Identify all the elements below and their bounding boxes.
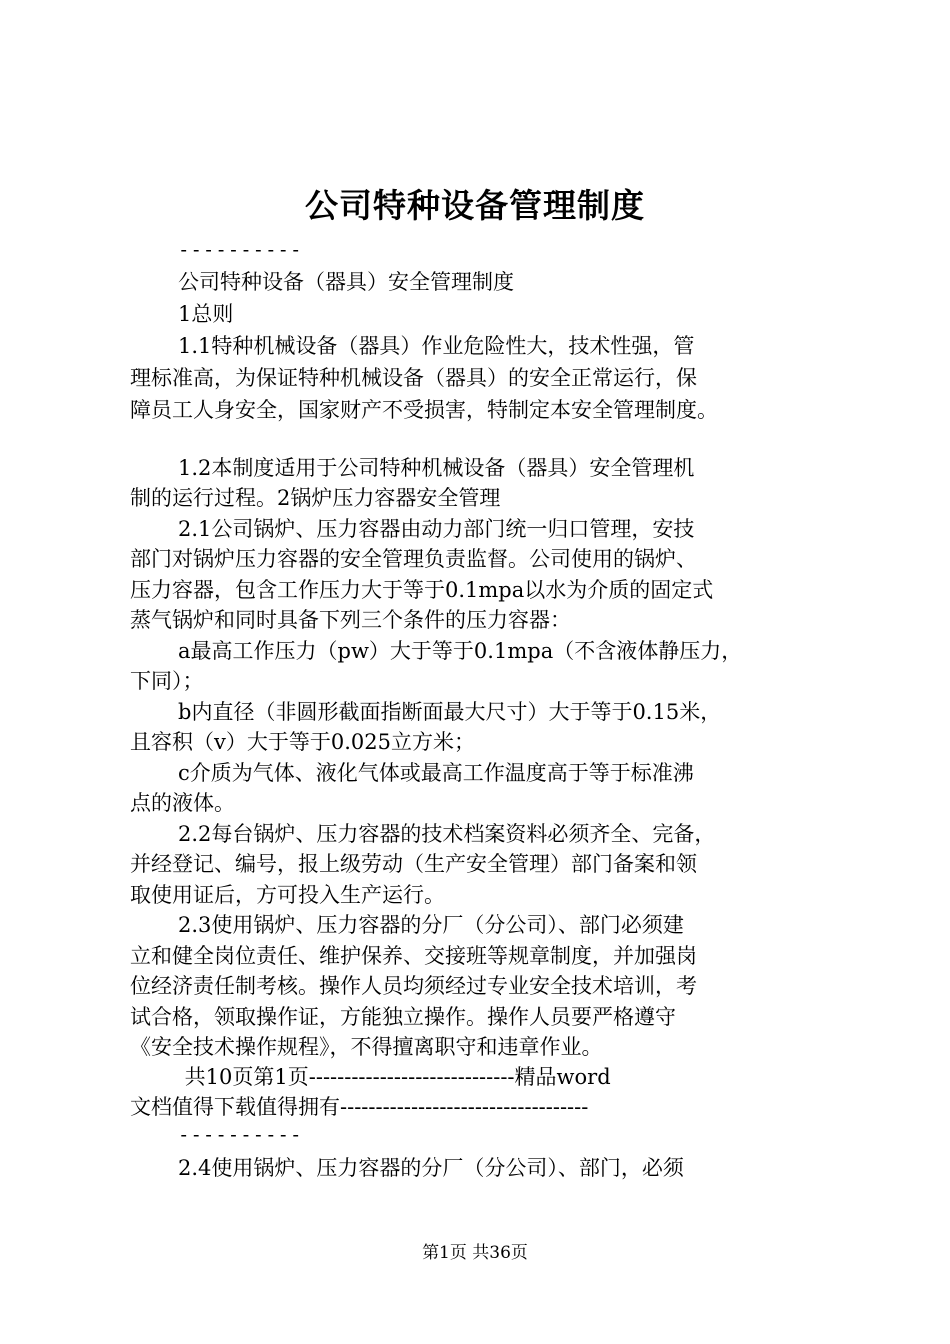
paragraph-line: 障员工人身安全，国家财产不受损害，特制定本安全管理制度。: [130, 398, 718, 422]
paragraph-line: 下同）；: [130, 669, 204, 693]
paragraph-line: 《安全技术操作规程》，不得擅离职守和违章作业。: [130, 1035, 603, 1059]
page-marker-line: 文档值得下载值得拥有-----------------------------------: [130, 1095, 589, 1119]
list-item-c: c介质为气体、液化气体或最高工作温度高于等于标准沸: [178, 761, 694, 785]
paragraph-line: 2.4使用锅炉、压力容器的分厂（分公司）、部门，必须: [178, 1156, 684, 1180]
paragraph-line: 部门对锅炉压力容器的安全管理负责监督。公司使用的锅炉、: [130, 547, 697, 571]
paragraph-line: 点的液体。: [130, 791, 235, 815]
paragraph-line: 1.1特种机械设备（器具）作业危险性大，技术性强，管: [178, 334, 695, 358]
list-item-a: a最高工作压力（pw）大于等于0.1mpa（不含液体静压力，: [178, 639, 743, 663]
section-heading: 1总则: [178, 302, 234, 326]
list-item-b: b内直径（非圆形截面指断面最大尺寸）大于等于0.15米，: [178, 700, 722, 724]
separator-line: ----------: [178, 239, 303, 261]
paragraph-line: 取使用证后，方可投入生产运行。: [130, 883, 445, 907]
document-title: 公司特种设备管理制度: [305, 186, 645, 225]
paragraph-line: 蒸气锅炉和同时具备下列三个条件的压力容器：: [130, 608, 571, 632]
paragraph-line: 位经济责任制考核。操作人员均须经过专业安全技术培训，考: [130, 974, 697, 998]
paragraph-line: 并经登记、编号，报上级劳动（生产安全管理）部门备案和领: [130, 852, 697, 876]
paragraph-line: 理标准高，为保证特种机械设备（器具）的安全正常运行，保: [130, 366, 697, 390]
paragraph-line: 立和健全岗位责任、维护保养、交接班等规章制度，并加强岗: [130, 944, 697, 968]
page-footer: 第1页 共36页: [422, 1243, 528, 1263]
paragraph-line: 制的运行过程。2锅炉压力容器安全管理: [130, 486, 501, 510]
subtitle-line: 公司特种设备（器具）安全管理制度: [178, 270, 514, 294]
paragraph-line: 2.3使用锅炉、压力容器的分厂（分公司）、部门必须建: [178, 913, 684, 937]
separator-line: ----------: [178, 1124, 303, 1146]
paragraph-line: 压力容器，包含工作压力大于等于0.1mpa以水为介质的固定式: [130, 578, 714, 602]
paragraph-line: 试合格，领取操作证，方能独立操作。操作人员要严格遵守: [130, 1005, 676, 1029]
paragraph-line: 2.1公司锅炉、压力容器由动力部门统一归口管理，安技: [178, 517, 695, 541]
paragraph-line: 2.2每台锅炉、压力容器的技术档案资料必须齐全、完备，: [178, 822, 716, 846]
paragraph-line: 且容积（v）大于等于0.025立方米；: [130, 730, 475, 754]
page-marker-line: 共10页第1页-----------------------------精品word: [178, 1065, 611, 1089]
paragraph-line: 1.2本制度适用于公司特种机械设备（器具）安全管理机: [178, 456, 695, 480]
